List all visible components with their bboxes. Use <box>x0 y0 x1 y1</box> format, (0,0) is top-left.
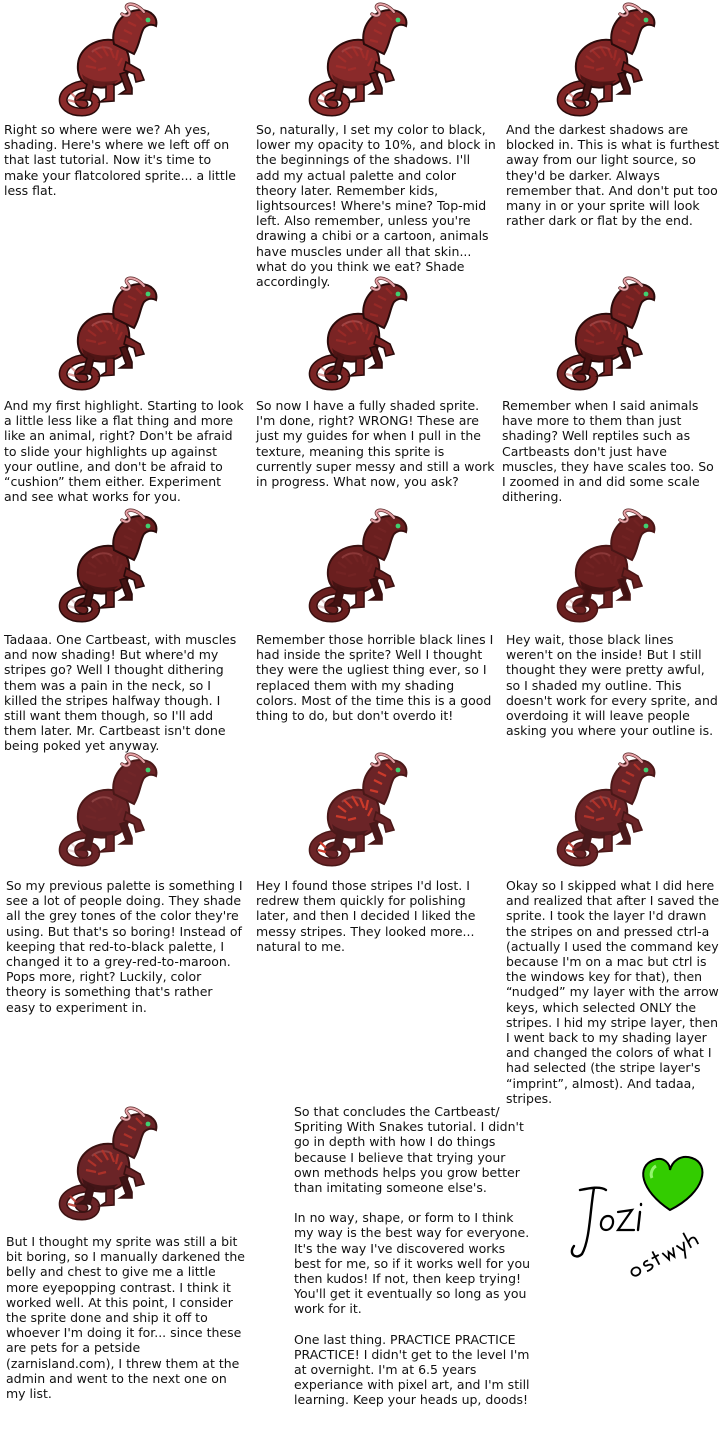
cartbeast-sprite-11 <box>298 750 418 868</box>
caption-5: So now I have a fully shaded sprite. I'm done, right? WRONG! These are just my guides for when I pull in the texture, meaning this sprite is currently super messy and still a work in progress. What now, you ask? <box>256 398 495 490</box>
caption-11: Hey I found those stripes I'd lost. I redrew them quickly for polishing later, and then I decided I liked the messy stripes. They looked more... natural to me. <box>256 878 476 954</box>
cartbeast-sprite-4 <box>48 274 168 392</box>
cartbeast-sprite-5 <box>298 274 418 392</box>
artist-signature <box>560 1150 720 1290</box>
closing-paragraph-1: So that concludes the Cartbeast/ Spriting With Snakes tutorial. I didn't go in depth with how I do things because I believe that trying your own methods helps you grow better than imitating someone else's. <box>294 1104 524 1196</box>
cartbeast-sprite-1 <box>48 0 168 118</box>
cartbeast-sprite-2 <box>298 0 418 118</box>
closing-paragraph-2: In no way, shape, or form to I think my way is the best way for everyone. It's the way I've discovered works best for me, so if it works well for you then kudos! If not, then keep trying! You'll get it eventually so long as you work for it. <box>294 1210 531 1317</box>
caption-8: Remember those horrible black lines I had inside the sprite? Well I thought they were the ugliest thing ever, so I replaced them with my shading colors. Most of the time this is a good thing to do, but don't overdo it! <box>256 632 494 724</box>
caption-4: And my first highlight. Starting to look a little less like a flat thing and more like an animal, right? Don't be afraid to slide your highlights up against your outline, and don't be afraid to “cushion” them either. Experiment and see what works for you. <box>4 398 244 505</box>
caption-9: Hey wait, those black lines weren't on the inside! But I still thought they were pretty awful, so I shaded my outline. This doesn't work for every sprite, and overdoing it will leave people asking you where your outline is. <box>506 632 718 739</box>
cartbeast-sprite-10 <box>48 750 168 868</box>
cartbeast-sprite-13 <box>48 1104 168 1222</box>
caption-6: Remember when I said animals have more to them than just shading? Well reptiles such as Cartbeasts don't just have muscles, they have scales too. So I zoomed in and did some scale dithering. <box>502 398 714 505</box>
caption-13: But I thought my sprite was still a bit bit boring, so I manually darkened the belly and chest to give me a little more eyepopping contrast. I think it worked well. At this point, I consider the sprite done and ship it off to whoever I'm doing it for... since these are pets for a petside (zarnisland.com), I threw them at the admin and went to the next one on my list. <box>6 1234 245 1402</box>
cartbeast-sprite-6 <box>546 274 666 392</box>
caption-2: So, naturally, I set my color to black, lower my opacity to 10%, and block in the beginnings of the shadows. I'll add my actual palette and color theory later. Remember kids, lightsources! Where's mine? Top-mid left. Also remember, unless you're drawing a chibi or a cartoon, animals have muscles under all that skin... what do you think we eat? Shade accordingly. <box>256 122 496 290</box>
closing-notes <box>294 1104 530 1408</box>
cartbeast-sprite-9 <box>546 506 666 624</box>
caption-3: And the darkest shadows are blocked in. This is what is furthest away from our light source, so they'd be darker. Always remember that. And don't put too many in or your sprite will look rather dark or flat by the end. <box>506 122 720 229</box>
cartbeast-sprite-7 <box>48 506 168 624</box>
cartbeast-sprite-12 <box>546 750 666 868</box>
closing-paragraph-3: One last thing. PRACTICE PRACTICE PRACTICE! I didn't get to the level I'm at overnight. I'm at 6.5 years experiance with pixel art, and I'm still learning. Keep your heads up, doods! <box>294 1331 530 1408</box>
caption-7: Tadaaa. One Cartbeast, with muscles and now shading! But where'd my stripes go? Well I thought dithering them was a pain in the neck, so I killed the stripes halfway though. I still want them though, so I'll add them later. Mr. Cartbeast isn't done being poked yet anyway. <box>4 632 237 754</box>
heart-icon <box>643 1157 702 1210</box>
cartbeast-sprite-8 <box>298 506 418 624</box>
caption-12: Okay so I skipped what I did here and realized that after I saved the sprite. I took the layer I'd drawn the stripes on and pressed ctrl-a (actually I used the command key because I'm on a mac but ctrl is the windows key for that), then “nudged” my layer with the arrow keys, which selected ONLY the stripes. I hid my stripe layer, then I went back to my shading layer and changed the colors of what I had selected (the stripe layer's “imprint”, almost). And tadaa, stripes. <box>506 878 720 1106</box>
cartbeast-sprite-3 <box>546 0 666 118</box>
caption-1: Right so where were we? Ah yes, shading. Here's where we left off on that last tutorial. Now it's time to make your flatcolored sprite... a little less flat. <box>4 122 237 198</box>
caption-10: So my previous palette is something I see a lot of people doing. They shade all the grey tones of the color they're using. But that's so boring! Instead of keeping that red-to-black palette, I changed it to a grey-red-to-maroon. Pops more, right? Luckily, color theory is something that's rather easy to experiment in. <box>6 878 243 1015</box>
